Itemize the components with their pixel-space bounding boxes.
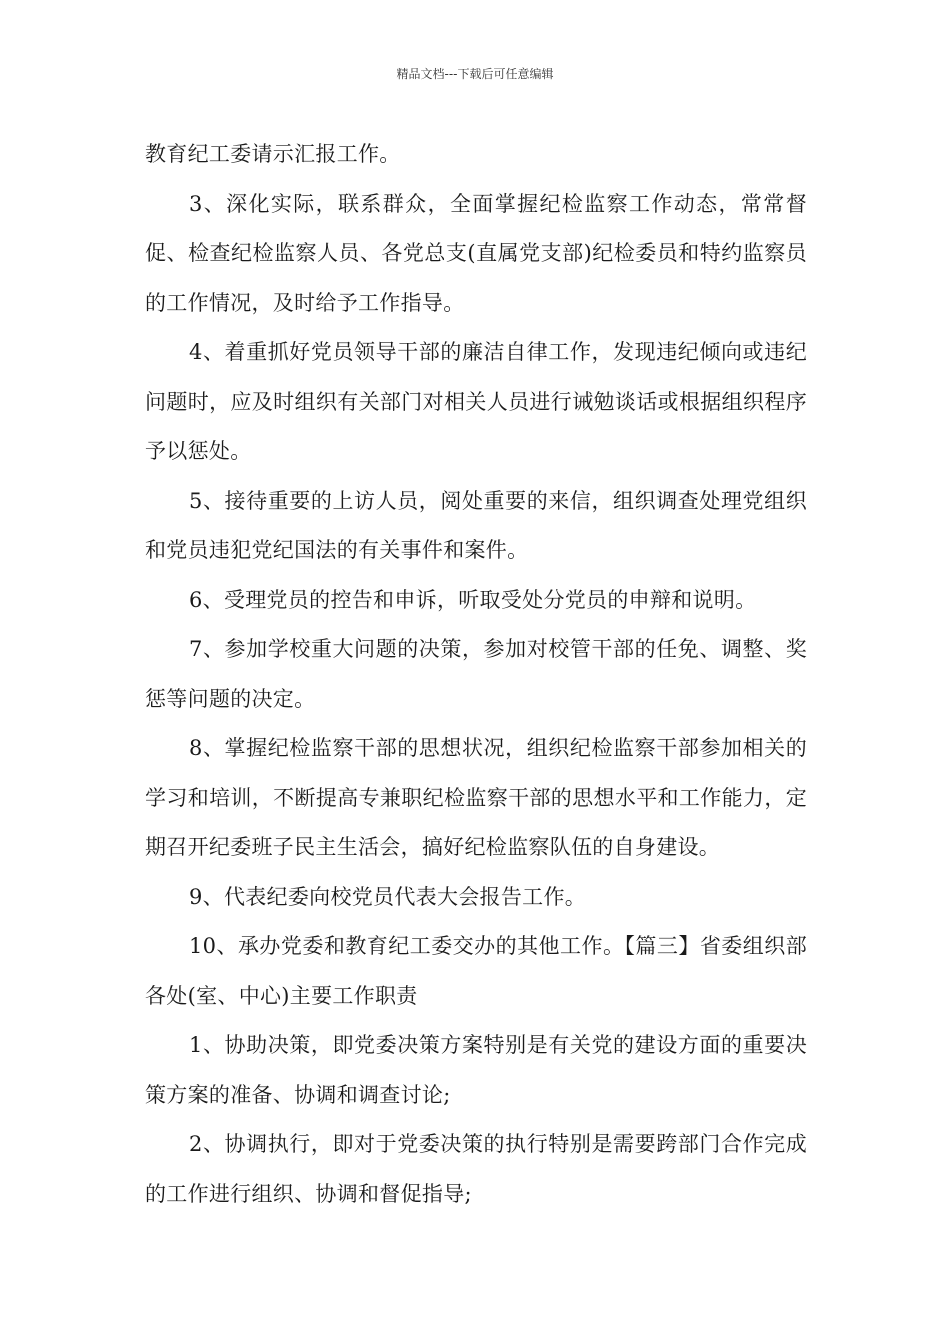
paragraph: 5、接待重要的上访人员，阅处重要的来信，组织调查处理党组织和党员违犯党纪国法的有关事件和案件。 xyxy=(145,488,807,562)
paragraph: 教育纪工委请示汇报工作。 xyxy=(145,142,401,166)
paragraph: 6、受理党员的控告和申诉，听取受处分党员的申辩和说明。 xyxy=(189,587,757,612)
paragraph: 3、深化实际，联系群众，全面掌握纪检监察工作动态，常常督促、检查纪检监察人员、各党总支(直属党支部)纪检委员和特约监察员的工作情况，及时给予工作指导。 xyxy=(145,191,807,315)
document-body xyxy=(145,130,807,1219)
page-header: 精品文档---下载后可任意编辑 xyxy=(396,67,554,81)
paragraph: 10、承办党委和教育纪工委交办的其他工作。【篇三】省委组织部各处(室、中心)主要工作职责 xyxy=(145,934,807,1008)
paragraph: 4、着重抓好党员领导干部的廉洁自律工作，发现违纪倾向或违纪问题时，应及时组织有关部门对相关人员进行诫勉谈话或根据组织程序予以惩处。 xyxy=(145,340,807,463)
paragraph: 7、参加学校重大问题的决策，参加对校管干部的任免、调整、奖惩等问题的决定。 xyxy=(145,637,807,711)
paragraph: 8、掌握纪检监察干部的思想状况，组织纪检监察干部参加相关的学习和培训，不断提高专兼职纪检监察干部的思想水平和工作能力，定期召开纪委班子民主生活会，搞好纪检监察队伍的自身建设。 xyxy=(145,736,807,859)
paragraph: 2、协调执行，即对于党委决策的执行特别是需要跨部门合作完成的工作进行组织、协调和督促指导; xyxy=(145,1132,807,1206)
paragraph: 1、协助决策，即党委决策方案特别是有关党的建设方面的重要决策方案的准备、协调和调查讨论; xyxy=(145,1033,807,1107)
paragraph: 9、代表纪委向校党员代表大会报告工作。 xyxy=(189,884,587,909)
